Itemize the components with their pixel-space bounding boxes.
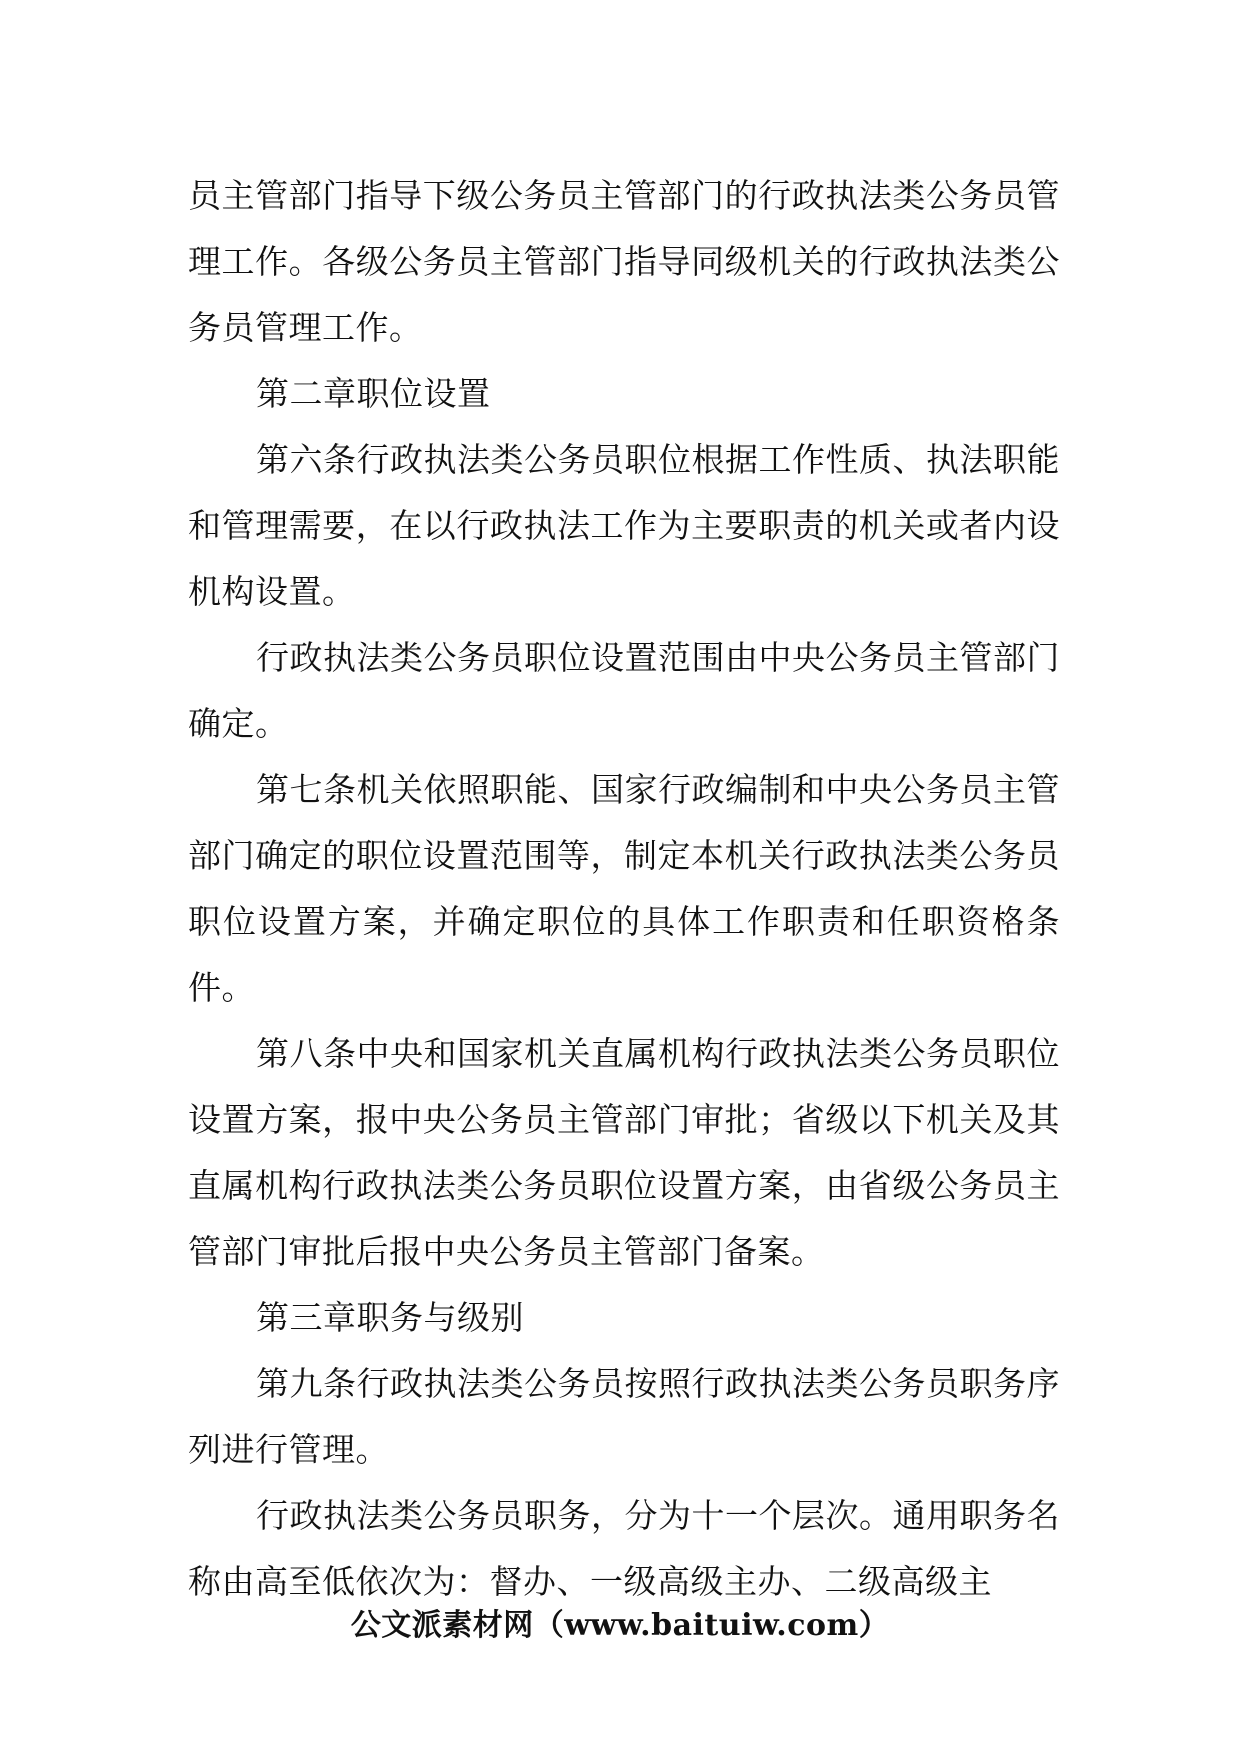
article-9-paragraph-2: 行政执法类公务员职务，分为十一个层次。通用职务名称由高至低依次为：督办、一级高级主办、二级高级主: [188, 1496, 1060, 1601]
article-6: 第六条行政执法类公务员职位根据工作性质、执法职能和管理需要，在以行政执法工作为主要职责的机关或者内设机构设置。: [188, 440, 1060, 611]
paragraph-continuation: 员主管部门指导下级公务员主管部门的行政执法类公务员管理工作。各级公务员主管部门指导同级机关的行政执法类公务员管理工作。: [188, 176, 1060, 347]
article-9: 第九条行政执法类公务员按照行政执法类公务员职务序列进行管理。: [188, 1364, 1060, 1469]
chapter-heading-3: 第三章职务与级别: [256, 1298, 524, 1337]
document-body: [188, 163, 1060, 1615]
article-7: 第七条机关依照职能、国家行政编制和中央公务员主管部门确定的职位设置范围等，制定本机关行政执法类公务员职位设置方案，并确定职位的具体工作职责和任职资格条件。: [188, 770, 1060, 1007]
article-6-paragraph-2: 行政执法类公务员职位设置范围由中央公务员主管部门确定。: [188, 638, 1060, 743]
article-8: 第八条中央和国家机关直属机构行政执法类公务员职位设置方案，报中央公务员主管部门审批；省级以下机关及其直属机构行政执法类公务员职位设置方案，由省级公务员主管部门审批后报中央公务员主管部门备案。: [188, 1034, 1060, 1271]
chapter-heading-2: 第二章职位设置: [256, 374, 491, 413]
footer-watermark: 公文派素材网（www.baituiw.com）: [350, 1608, 890, 1643]
